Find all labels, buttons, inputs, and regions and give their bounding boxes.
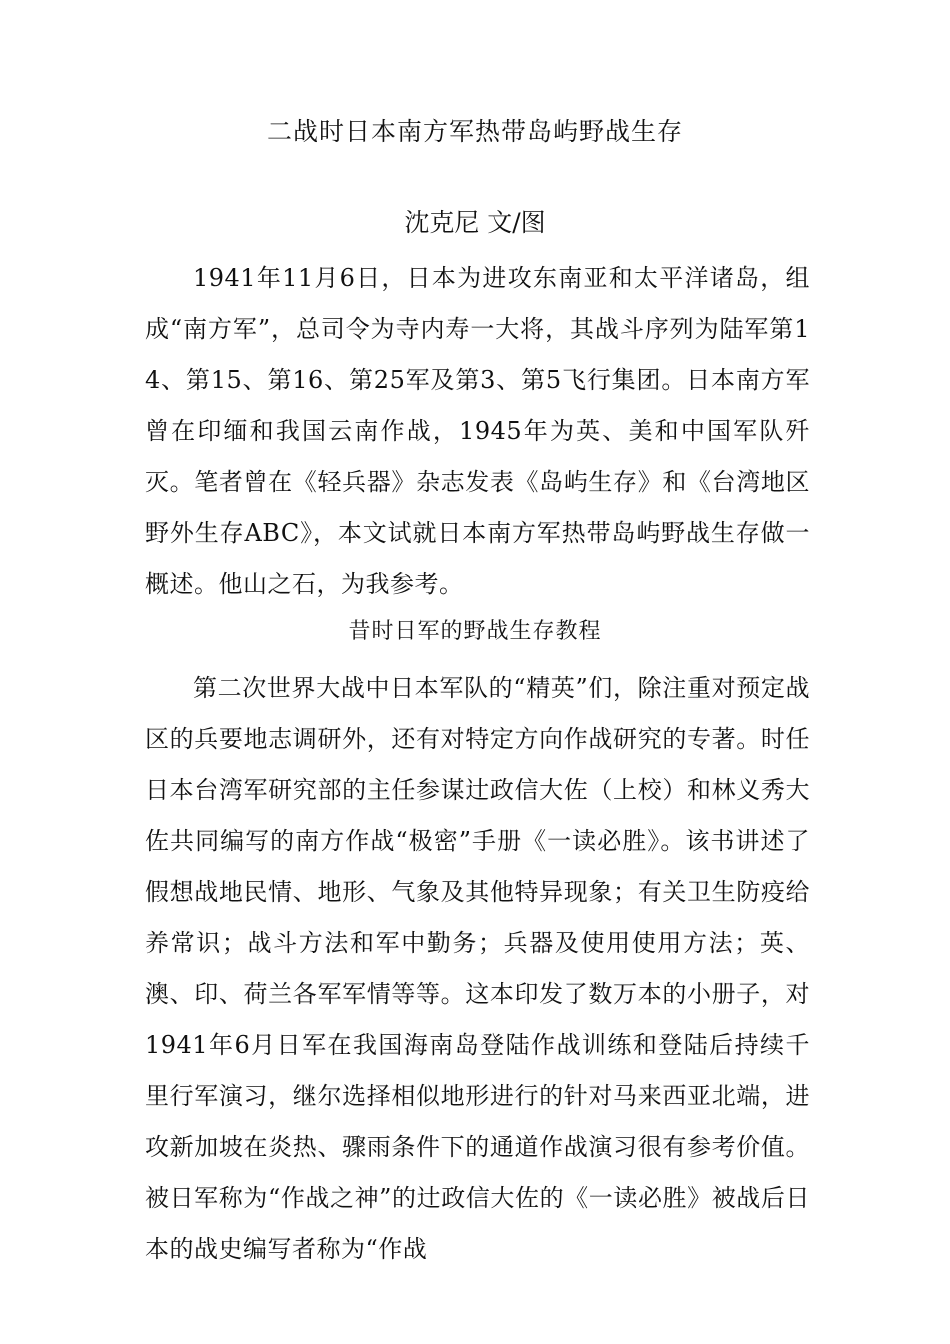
section-heading: 昔时日军的野战生存教程 bbox=[348, 619, 602, 644]
intro-paragraph: 1941年11月6日，日本为进攻东南亚和太平洋诸岛，组成“南方军”，总司令为寺内寿一大将，其战斗序列为陆军第14、第15、第16、第25军及第3、第5飞行集团。日本南方军曾在印缅和我国云南作战，1945年为英、美和中国军队歼灭。笔者曾在《轻兵器》杂志发表《岛屿生存》和《台湾地区野外生存ABC》，本文试就日本南方军热带岛屿野战生存做一概述。他山之石，为我参考。 bbox=[145, 264, 810, 598]
section-paragraph: 第二次世界大战中日本军队的“精英”们，除注重对预定战区的兵要地志调研外，还有对特定方向作战研究的专著。时任日本台湾军研究部的主任参谋辻政信大佐（上校）和林义秀大佐共同编写的南方作战“极密”手册《一读必胜》。该书讲述了假想战地民情、地形、气象及其他特异现象；有关卫生防疫给养常识；战斗方法和军中勤务；兵器及使用使用方法；英、澳、印、荷兰各军军情等等。这本印发了数万本的小册子，对1941年6月日军在我国海南岛登陆作战训练和登陆后持续千里行军演习，继尔选择相似地形进行的针对马来西亚北端，进攻新加坡在炎热、骤雨条件下的通道作战演习很有参考价值。被日军称为“作战之神”的辻政信大佐的《一读必胜》被战后日本的战史编写者称为“作战 bbox=[145, 674, 810, 1263]
author-byline: 沈克尼 文/图 bbox=[404, 208, 546, 237]
document-title: 二战时日本南方军热带岛屿野战生存 bbox=[266, 117, 683, 146]
